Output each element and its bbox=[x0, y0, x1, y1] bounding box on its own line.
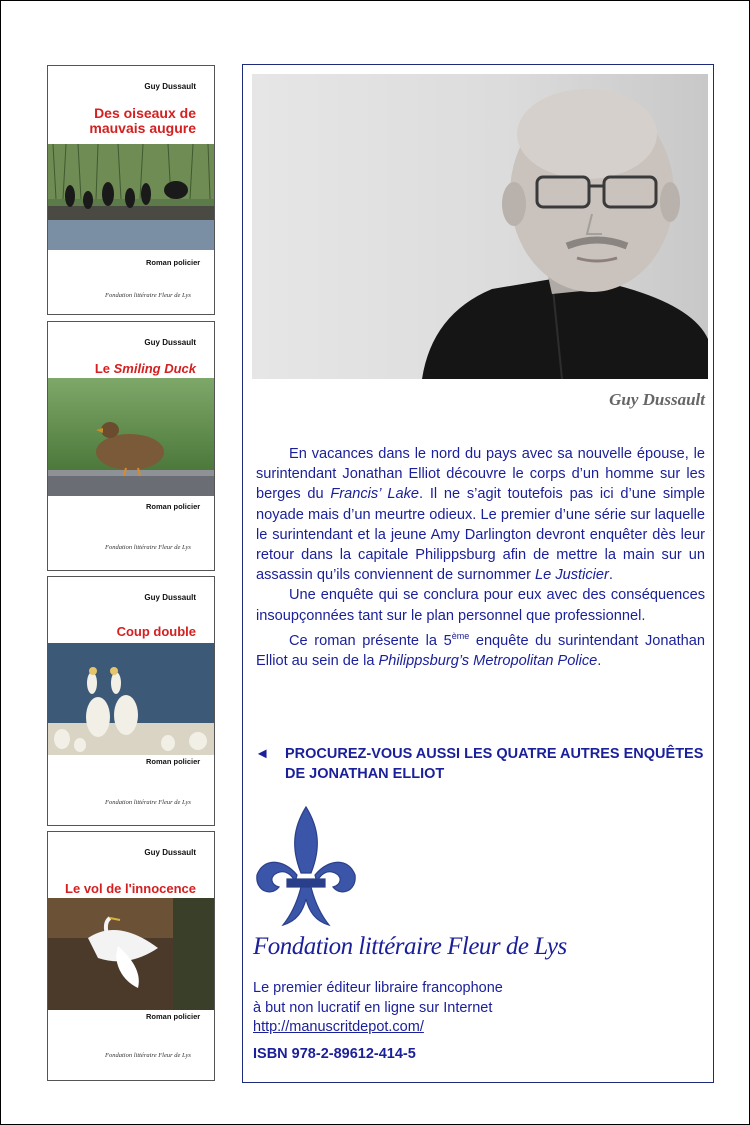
synopsis bbox=[256, 444, 705, 671]
author-portrait bbox=[252, 74, 708, 379]
cover-author: Guy Dussault bbox=[144, 848, 196, 857]
book-cover-smiling-duck[interactable] bbox=[47, 321, 215, 571]
cover-photo-cormorants bbox=[48, 144, 214, 250]
publisher-website-link[interactable]: http://manuscritdepot.com/ bbox=[253, 1019, 424, 1035]
cover-title: Le Smiling Duck bbox=[94, 361, 196, 376]
cover-photo-egret bbox=[48, 898, 214, 1010]
author-caption: Guy Dussault bbox=[609, 390, 705, 409]
arrow-left-icon: ◄ bbox=[255, 746, 270, 762]
book-cover-coup-double[interactable] bbox=[47, 576, 215, 826]
cover-genre: Roman policier bbox=[146, 502, 201, 511]
cover-author: Guy Dussault bbox=[144, 338, 196, 347]
cover-title: Des oiseaux de mauvais augure bbox=[89, 105, 196, 136]
synopsis-paragraph-1: En vacances dans le nord du pays avec sa nouvelle épouse, le surintendant Jonathan Elliot découvre le corps d’un homme sur les berges du Francis’ Lake. Il ne s’agit toutefois pas ici d’une simple noyade mais d’un meurtre odieux. Le premier d’une série sur laquelle le surintendant et la jeune Amy Darlington devront enquêter dès leur retour dans la capitale Philippsburg afin de mettre la main sur un assassin qu’ils conviennent de surnommer Le Justicier. bbox=[256, 446, 706, 584]
cover-author: Guy Dussault bbox=[144, 82, 196, 91]
cover-genre: Roman policier bbox=[146, 258, 201, 267]
cover-publisher: Fondation littéraire Fleur de Lys bbox=[105, 1052, 191, 1059]
cover-title: Le vol de l'innocence bbox=[65, 881, 196, 896]
book-cover-le-vol[interactable] bbox=[47, 831, 215, 1081]
cover-photo-gannets bbox=[48, 643, 214, 755]
cover-genre: Roman policier bbox=[146, 757, 201, 766]
cover-title: Coup double bbox=[116, 624, 196, 639]
cover-genre: Roman policier bbox=[146, 1012, 201, 1021]
callout-text: PROCUREZ-VOUS AUSSI LES QUATRE AUTRES ENQUÊTES DE JONATHAN ELLIOT bbox=[285, 746, 704, 782]
cover-photo-duck bbox=[48, 378, 214, 496]
publisher-line-1: Le premier éditeur libraire francophone bbox=[253, 980, 503, 996]
description-panel bbox=[242, 64, 714, 1083]
cover-publisher: Fondation littéraire Fleur de Lys bbox=[105, 799, 191, 806]
isbn: ISBN 978-2-89612-414-5 bbox=[253, 1046, 416, 1062]
synopsis-paragraph-3: Ce roman présente la 5ème enquête du surintendant Jonathan Elliot au sein de la Philippsburg’s Metropolitan Police. bbox=[256, 630, 705, 669]
publisher-line-2: à but non lucratif en ligne sur Internet bbox=[253, 999, 493, 1016]
book-cover-des-oiseaux[interactable] bbox=[47, 65, 215, 315]
synopsis-paragraph-2: Une enquête qui se conclura pour eux avec des conséquences insoupçonnées tant sur le plan personnel que professionnel. bbox=[256, 587, 705, 624]
other-books-callout bbox=[255, 744, 705, 784]
fleur-de-lys-logo bbox=[253, 803, 359, 929]
cover-publisher: Fondation littéraire Fleur de Lys bbox=[105, 292, 191, 299]
publisher-brand: Fondation littéraire Fleur de Lys bbox=[253, 933, 567, 960]
publisher-description bbox=[253, 979, 503, 1038]
cover-publisher: Fondation littéraire Fleur de Lys bbox=[105, 544, 191, 551]
cover-author: Guy Dussault bbox=[144, 593, 196, 602]
